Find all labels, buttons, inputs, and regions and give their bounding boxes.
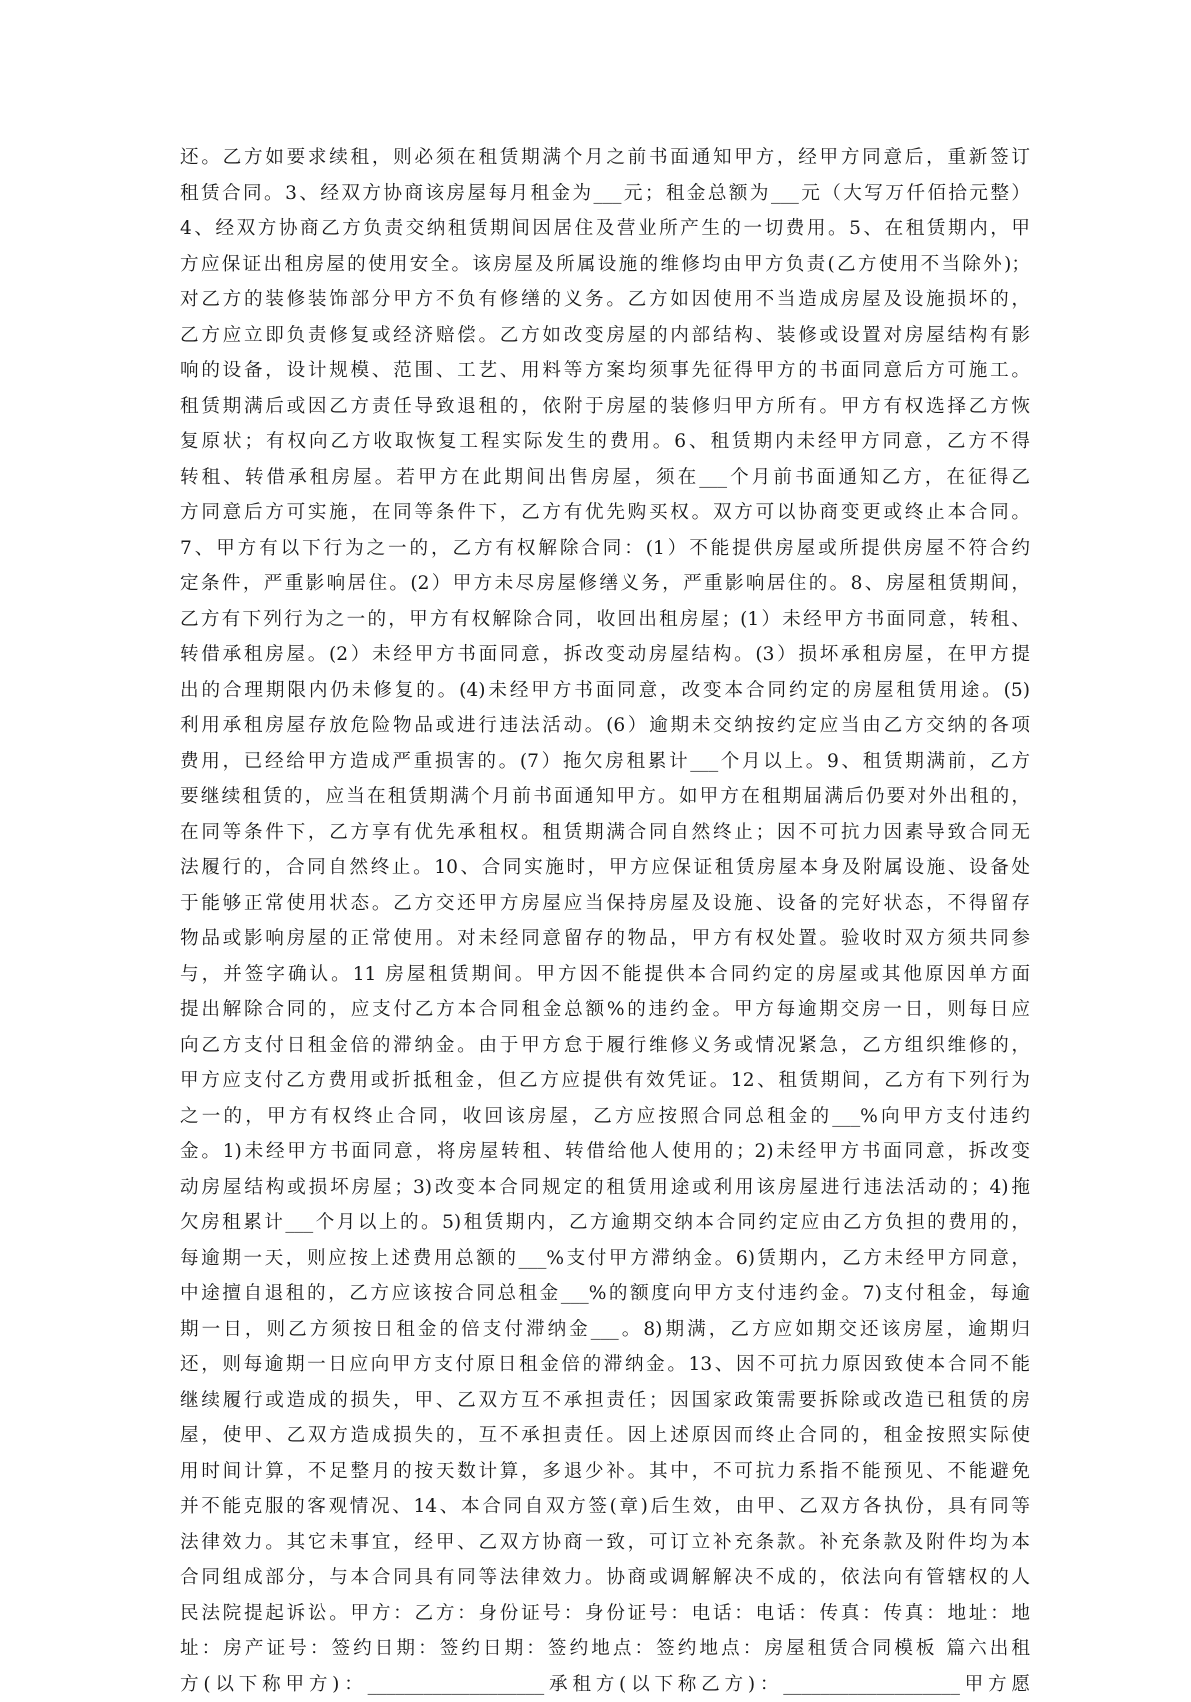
text-line-1: 还。乙方如要求续租，则必须在租赁期满个月之前书面通知甲方，经甲方同意后，重新签订: [180, 140, 1030, 176]
text-line-17: 利用承租房屋存放危险物品或进行违法活动。(6）逾期未交纳按约定应当由乙方交纳的各项: [180, 708, 1030, 744]
text-line-33: 中途擅自退租的，乙方应该按合同总租金___%的额度向甲方支付违约金。7)支付租金，每逾: [180, 1276, 1030, 1312]
text-line-10: 转租、转借承租房屋。若甲方在此期间出售房屋，须在___个月前书面通知乙方，在征得乙: [180, 460, 1030, 496]
text-line-42: 民法院提起诉讼。甲方：乙方：身份证号：身份证号：电话：电话：传真：传真：地址：地: [180, 1596, 1030, 1632]
text-line-12: 7、甲方有以下行为之一的，乙方有权解除合同：(1）不能提供房屋或所提供房屋不符合约: [180, 531, 1030, 567]
text-line-29: 金。1)未经甲方书面同意，将房屋转租、转借给他人使用的；2)未经甲方书面同意，拆改变: [180, 1134, 1030, 1170]
text-line-11: 方同意后方可实施，在同等条件下，乙方有优先购买权。双方可以协商变更或终止本合同。: [180, 495, 1030, 531]
text-line-22: 于能够正常使用状态。乙方交还甲方房屋应当保持房屋及设施、设备的完好状态，不得留存: [180, 886, 1030, 922]
text-line-41: 合同组成部分，与本合同具有同等法律效力。协商或调解解决不成的，依法向有管辖权的人: [180, 1560, 1030, 1596]
text-line-3: 4、经双方协商乙方负责交纳租赁期间因居住及营业所产生的一切费用。5、在租赁期内，甲: [180, 211, 1030, 247]
text-line-16: 出的合理期限内仍未修复的。(4)未经甲方书面同意，改变本合同约定的房屋租赁用途。(5): [180, 673, 1030, 709]
text-line-23: 物品或影响房屋的正常使用。对未经同意留存的物品，甲方有权处置。验收时双方须共同参: [180, 921, 1030, 957]
text-line-9: 复原状；有权向乙方收取恢复工程实际发生的费用。6、租赁期内未经甲方同意，乙方不得: [180, 424, 1030, 460]
text-line-30: 动房屋结构或损坏房屋；3)改变本合同规定的租赁用途或利用该房屋进行违法活动的；4)拖: [180, 1170, 1030, 1206]
text-line-7: 响的设备，设计规模、范围、工艺、用料等方案均须事先征得甲方的书面同意后方可施工。: [180, 353, 1030, 389]
text-line-13: 定条件，严重影响居住。(2）甲方未尽房屋修缮义务，严重影响居住的。8、房屋租赁期间，: [180, 566, 1030, 602]
text-line-15: 转借承租房屋。(2）未经甲方书面同意，拆改变动房屋结构。(3）损坏承租房屋，在甲方提: [180, 637, 1030, 673]
text-line-6: 乙方应立即负责修复或经济赔偿。乙方如改变房屋的内部结构、装修或设置对房屋结构有影: [180, 318, 1030, 354]
text-line-40: 法律效力。其它未事宜，经甲、乙双方协商一致，可订立补充条款。补充条款及附件均为本: [180, 1525, 1030, 1561]
text-line-21: 法履行的，合同自然终止。10、合同实施时，甲方应保证租赁房屋本身及附属设施、设备处: [180, 850, 1030, 886]
text-line-44: 方(以下称甲方)：___________________承租方(以下称乙方)：___________________甲方愿: [180, 1667, 1030, 1702]
text-line-26: 向乙方支付日租金倍的滞纳金。由于甲方怠于履行维修义务或情况紧急，乙方组织维修的，: [180, 1028, 1030, 1064]
text-line-34: 期一日，则乙方须按日租金的倍支付滞纳金___。8)期满，乙方应如期交还该房屋，逾期归: [180, 1312, 1030, 1348]
text-line-4: 方应保证出租房屋的使用安全。该房屋及所属设施的维修均由甲方负责(乙方使用不当除外)；: [180, 247, 1030, 283]
text-line-19: 要继续租赁的，应当在租赁期满个月前书面通知甲方。如甲方在租期届满后仍要对外出租的，: [180, 779, 1030, 815]
text-line-36: 继续履行或造成的损失，甲、乙双方互不承担责任；因国家政策需要拆除或改造已租赁的房: [180, 1383, 1030, 1419]
text-line-35: 还，则每逾期一日应向甲方支付原日租金倍的滞纳金。13、因不可抗力原因致使本合同不能: [180, 1347, 1030, 1383]
text-line-8: 租赁期满后或因乙方责任导致退租的，依附于房屋的装修归甲方所有。甲方有权选择乙方恢: [180, 389, 1030, 425]
text-line-20: 在同等条件下，乙方享有优先承租权。租赁期满合同自然终止；因不可抗力因素导致合同无: [180, 815, 1030, 851]
text-line-37: 屋，使甲、乙双方造成损失的，互不承担责任。因上述原因而终止合同的，租金按照实际使: [180, 1418, 1030, 1454]
text-line-2: 租赁合同。3、经双方协商该房屋每月租金为___元；租金总额为___元（大写万仟佰拾元整）: [180, 176, 1030, 212]
text-line-43: 址：房产证号：签约日期：签约日期：签约地点：签约地点：房屋租赁合同模板 篇六出租: [180, 1631, 1030, 1667]
text-line-18: 费用，已经给甲方造成严重损害的。(7）拖欠房租累计___个月以上。9、租赁期满前，乙方: [180, 744, 1030, 780]
text-line-14: 乙方有下列行为之一的，甲方有权解除合同，收回出租房屋；(1）未经甲方书面同意，转租、: [180, 602, 1030, 638]
text-line-31: 欠房租累计___个月以上的。5)租赁期内，乙方逾期交纳本合同约定应由乙方负担的费用的，: [180, 1205, 1030, 1241]
text-line-24: 与，并签字确认。11 房屋租赁期间。甲方因不能提供本合同约定的房屋或其他原因单方面: [180, 957, 1030, 993]
contract-text-body: [180, 140, 1030, 1702]
text-line-38: 用时间计算，不足整月的按天数计算，多退少补。其中，不可抗力系指不能预见、不能避免: [180, 1454, 1030, 1490]
text-line-27: 甲方应支付乙方费用或折抵租金，但乙方应提供有效凭证。12、租赁期间，乙方有下列行为: [180, 1063, 1030, 1099]
text-line-39: 并不能克服的客观情况、14、本合同自双方签(章)后生效，由甲、乙双方各执份，具有同等: [180, 1489, 1030, 1525]
text-line-32: 每逾期一天，则应按上述费用总额的___%支付甲方滞纳金。6)赁期内，乙方未经甲方同意，: [180, 1241, 1030, 1277]
text-line-28: 之一的，甲方有权终止合同，收回该房屋，乙方应按照合同总租金的___%向甲方支付违约: [180, 1099, 1030, 1135]
text-line-25: 提出解除合同的，应支付乙方本合同租金总额%的违约金。甲方每逾期交房一日，则每日应: [180, 992, 1030, 1028]
text-line-5: 对乙方的装修装饰部分甲方不负有修缮的义务。乙方如因使用不当造成房屋及设施损坏的，: [180, 282, 1030, 318]
